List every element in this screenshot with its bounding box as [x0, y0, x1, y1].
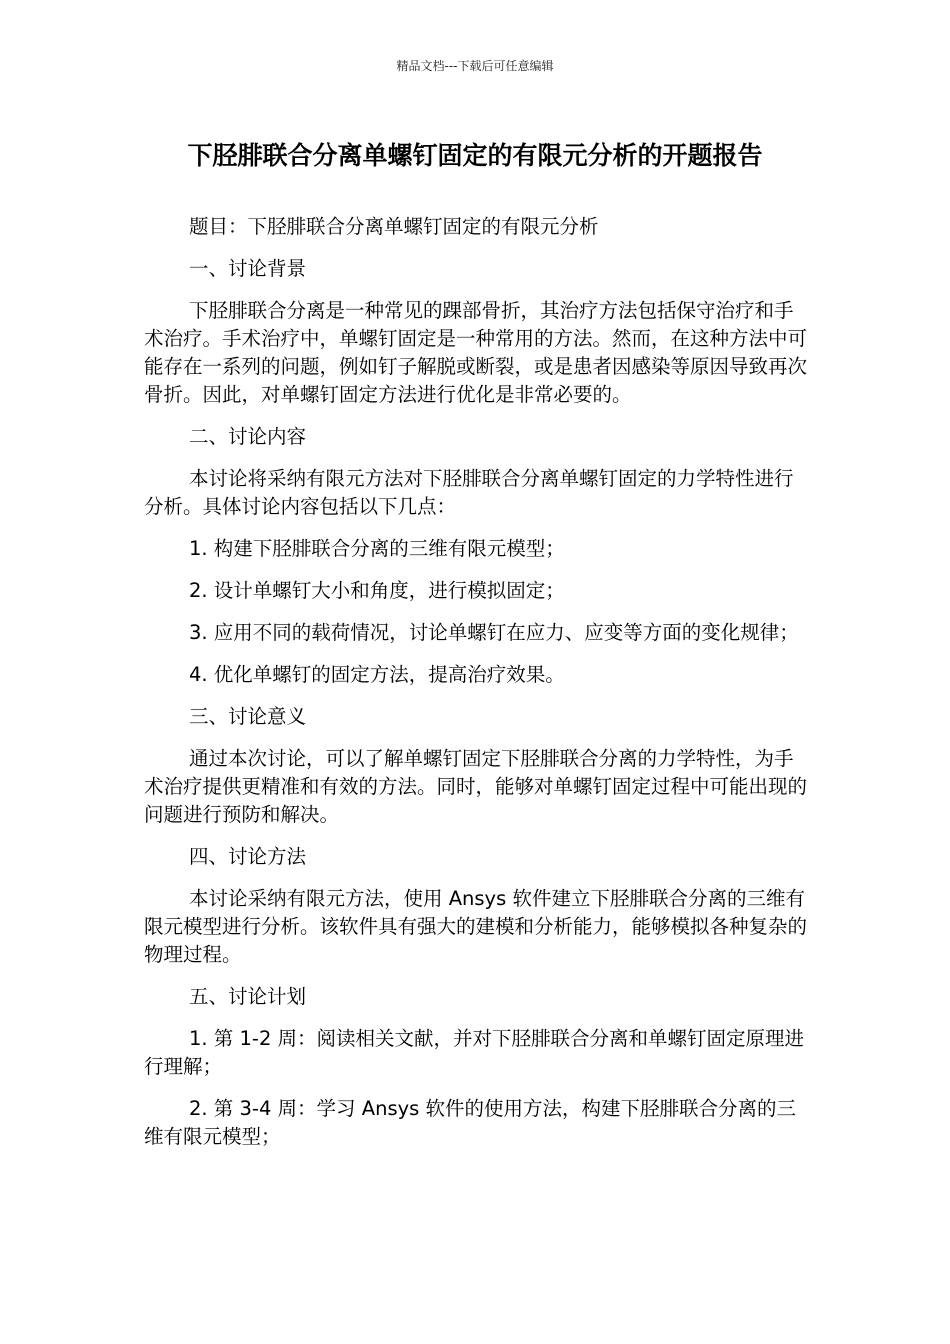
section-heading-background: 一、讨论背景	[189, 257, 307, 280]
content-intro-paragraph: 本讨论将采纳有限元方法对下胫腓联合分离单螺钉固定的力学特性进行分析。具体讨论内容包括以下几点：	[144, 467, 794, 518]
topic-line: 题目：下胫腓联合分离单螺钉固定的有限元分析	[189, 215, 599, 238]
content-item-1: 1. 构建下胫腓联合分离的三维有限元模型；	[189, 537, 565, 560]
content-item-3: 3. 应用不同的载荷情况，讨论单螺钉在应力、应变等方面的变化规律；	[189, 621, 799, 644]
header-note: 精品文档---下载后可任意编辑	[396, 59, 554, 73]
section-heading-method: 四、讨论方法	[189, 845, 307, 868]
plan-item-1: 1. 第 1-2 周：阅读相关文献，并对下胫腓联合分离和单螺钉固定原理进行理解；	[144, 1027, 805, 1078]
content-item-2: 2. 设计单螺钉大小和角度，进行模拟固定；	[189, 579, 565, 602]
background-paragraph: 下胫腓联合分离是一种常见的踝部骨折，其治疗方法包括保守治疗和手术治疗。手术治疗中，单螺钉固定是一种常用的方法。然而，在这种方法中可能存在一系列的问题，例如钉子解脱或断裂，或是患者因感染等原因导致再次骨折。因此，对单螺钉固定方法进行优化是非常必要的。	[144, 299, 808, 406]
document-title: 下胫腓联合分离单螺钉固定的有限元分析的开题报告	[187, 141, 763, 170]
section-heading-significance: 三、讨论意义	[189, 705, 307, 728]
document-body	[144, 213, 808, 1165]
section-heading-plan: 五、讨论计划	[189, 985, 307, 1008]
section-heading-content: 二、讨论内容	[189, 425, 307, 448]
method-paragraph: 本讨论采纳有限元方法，使用 Ansys 软件建立下胫腓联合分离的三维有限元模型进行分析。该软件具有强大的建模和分析能力，能够模拟各种复杂的物理过程。	[144, 887, 808, 966]
content-item-4: 4. 优化单螺钉的固定方法，提高治疗效果。	[189, 663, 565, 686]
plan-item-2: 2. 第 3-4 周：学习 Ansys 软件的使用方法，构建下胫腓联合分离的三维有限元模型；	[144, 1097, 797, 1148]
significance-paragraph: 通过本次讨论，可以了解单螺钉固定下胫腓联合分离的力学特性，为手术治疗提供更精准和有效的方法。同时，能够对单螺钉固定过程中可能出现的问题进行预防和解决。	[144, 747, 808, 826]
